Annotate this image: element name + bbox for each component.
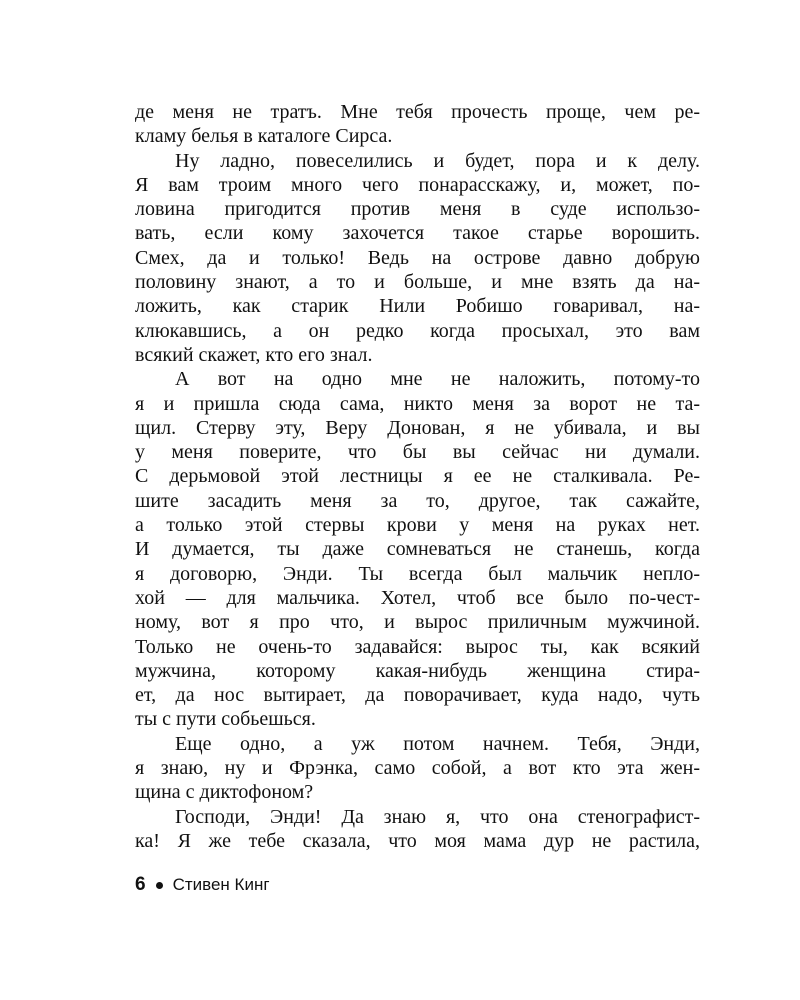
text-line: всякий скажет, кто его знал.: [135, 343, 373, 366]
text-line: Только не очень-то задавайся: вырос ты, как всякий: [135, 635, 700, 658]
text-line: хой — для мальчика. Хотел, чтоб все было по-чест-: [135, 586, 700, 609]
text-line: щина с диктофоном?: [135, 781, 314, 804]
text-line: ет, да нос вытирает, да поворачивает, куда надо, чуть: [135, 684, 700, 707]
page-footer: [135, 872, 270, 898]
text-line: Ну ладно, повеселились и будет, пора и к делу.: [175, 149, 700, 172]
text-line: А вот на одно мне не наложить, потому-то: [175, 368, 700, 391]
text-line: клюкавшись, а он редко когда просыхал, это вам: [135, 319, 700, 342]
text-line: де меня не тратъ. Мне тебя прочесть проще, чем ре-: [135, 101, 700, 123]
bullet-icon: [156, 882, 163, 889]
text-line: шите засадить меня за то, другое, так сажайте,: [135, 489, 700, 512]
text-line: щил. Стерву эту, Веру Донован, я не убивала, и вы: [135, 416, 700, 439]
text-line: я и пришла сюда сама, никто меня за ворот не та-: [135, 392, 700, 415]
body-text: [135, 100, 700, 853]
text-line: ному, вот я про что, и вырос приличным мужчиной.: [135, 611, 700, 634]
text-line: ты с пути собьешься.: [135, 708, 316, 731]
text-line: вать, если кому захочется такое старье ворошить.: [135, 222, 700, 245]
text-line: а только этой стервы крови у меня на руках нет.: [135, 514, 700, 537]
page-number: 6: [135, 874, 146, 895]
text-line: половину знают, а то и больше, и мне взять да на-: [135, 271, 700, 294]
text-line: Я вам троим много чего понарасскажу, и, может, по-: [135, 173, 700, 196]
text-line: мужчина, которому какая-нибудь женщина стира-: [135, 659, 700, 682]
text-line: Еще одно, а уж потом начнем. Тебя, Энди,: [175, 732, 700, 755]
text-line: Смех, да и только! Ведь на острове давно добрую: [135, 246, 700, 269]
text-line: И думается, ты даже сомневаться не станешь, когда: [135, 538, 700, 561]
text-line: ложить, как старик Нили Робишо говаривал, на-: [135, 295, 700, 318]
text-line: Господи, Энди! Да знаю я, что она стенографист-: [175, 805, 700, 828]
text-line: я договорю, Энди. Ты всегда был мальчик непло-: [135, 562, 700, 585]
text-line: у меня поверите, что бы вы сейчас ни думали.: [135, 441, 700, 464]
text-line: ловина пригодится против меня в суде использо-: [135, 198, 700, 221]
running-footer-author: Стивен Кинг: [172, 875, 270, 894]
text-line: кламу белья в каталоге Сирса.: [135, 125, 393, 148]
text-line: ка! Я же тебе сказала, что моя мама дур не растила,: [135, 829, 700, 852]
text-line: я знаю, ну и Фрэнка, само собой, а вот кто эта жен-: [135, 757, 700, 780]
text-line: С дерьмовой этой лестницы я ее не сталкивала. Ре-: [135, 465, 700, 488]
